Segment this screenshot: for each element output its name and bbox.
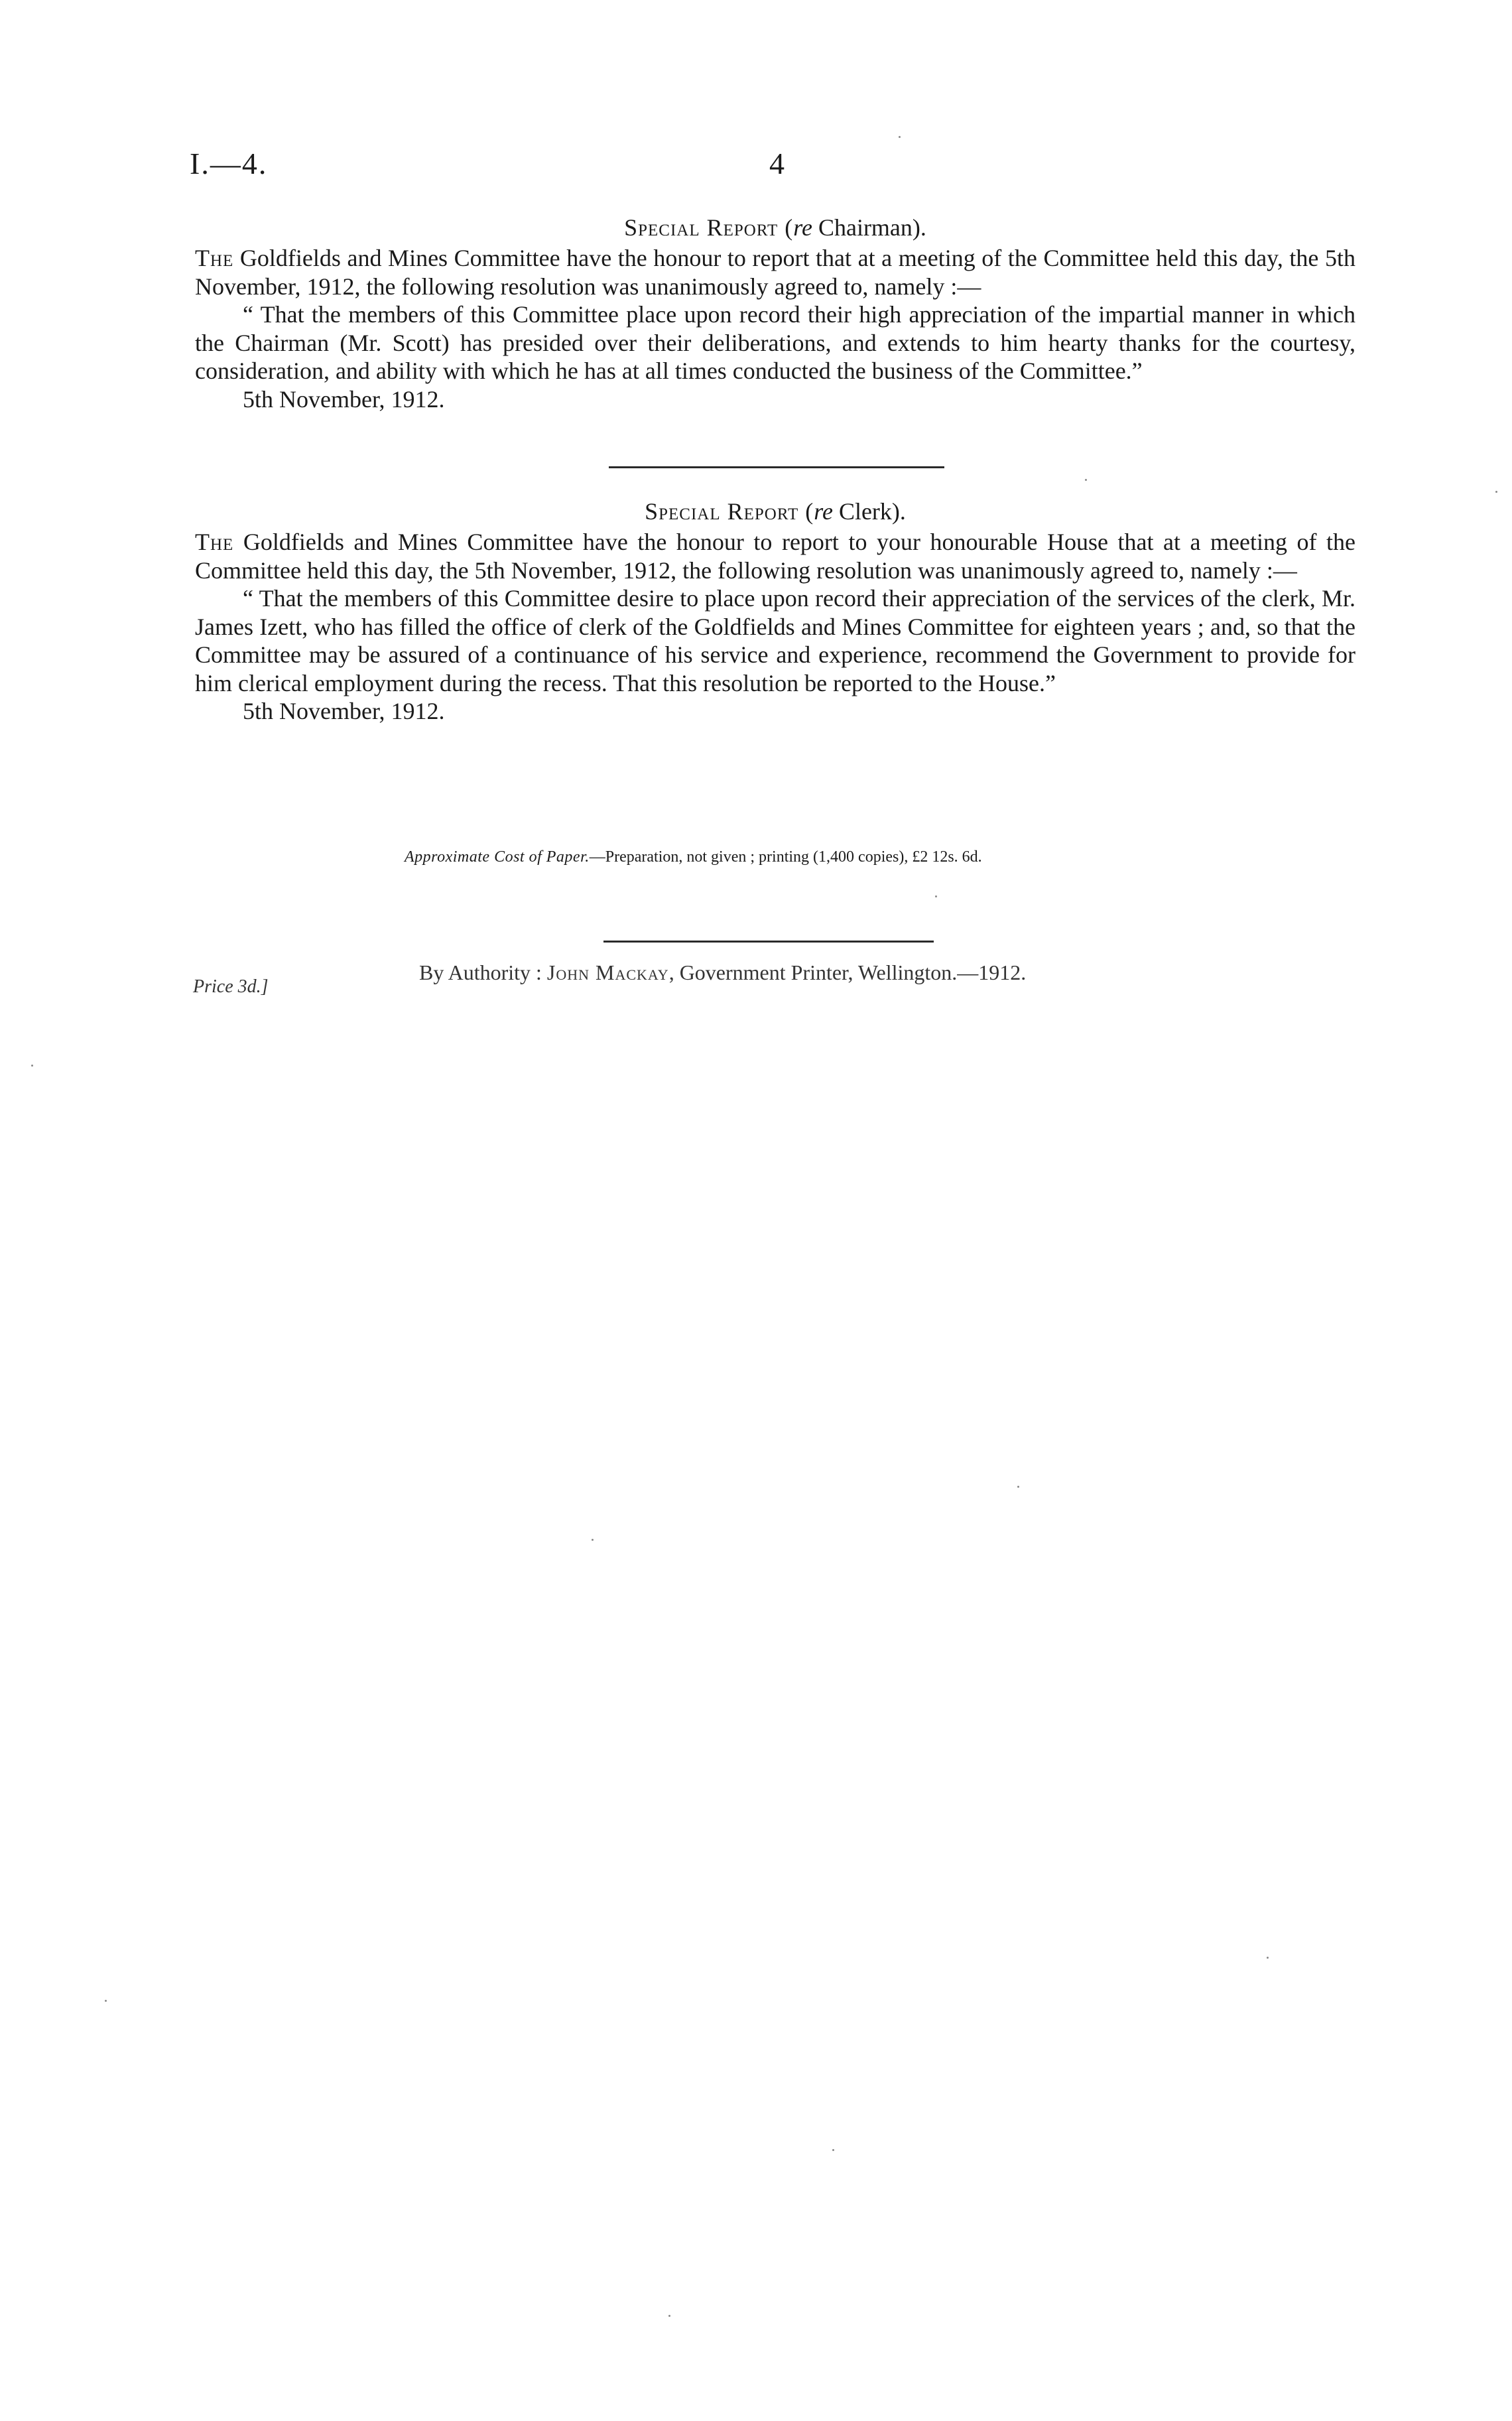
cost-note <box>405 847 982 867</box>
cost-label: Approximate Cost of Paper. <box>405 848 590 866</box>
scan-speck <box>935 895 937 897</box>
scan-speck <box>668 2315 670 2317</box>
heading-italic: re <box>793 214 812 241</box>
report-opening-clerk <box>195 528 1355 584</box>
scan-speck <box>1017 1486 1019 1488</box>
lead-word: The <box>195 245 234 271</box>
page-ref: I.—4. <box>190 147 268 180</box>
authority-prefix: By Authority : <box>419 960 547 984</box>
heading-italic: re <box>814 498 833 525</box>
report-date-chairman: 5th November, 1912. <box>243 385 445 413</box>
scan-speck <box>899 136 901 138</box>
scan-speck <box>592 1539 594 1541</box>
price-note: Price 3d.] <box>193 976 269 997</box>
authority-suffix: , Government Printer, Wellington.—1912. <box>668 960 1027 984</box>
opening-text: Goldfields and Mines Committee have the honour to report that at a meeting of the Committee held this day, the 5th November, 1912, the following resolution was unanimously agreed to, namely :— <box>195 245 1355 300</box>
printer-authority <box>419 960 1026 985</box>
scan-speck <box>1085 479 1087 481</box>
heading-prefix: Special Report ( <box>624 214 794 241</box>
report-heading-clerk <box>195 497 1355 525</box>
scan-speck <box>1267 1957 1269 1959</box>
scan-speck <box>31 1065 33 1067</box>
heading-suffix: Clerk). <box>832 498 906 525</box>
heading-prefix: Special Report ( <box>645 498 814 525</box>
special-report-chairman <box>195 214 1355 413</box>
cost-text: —Preparation, not given ; printing (1,400 copies), £2 12s. 6d. <box>589 848 982 866</box>
lead-word: The <box>195 529 234 555</box>
scan-speck <box>1495 491 1497 493</box>
report-date-clerk: 5th November, 1912. <box>243 698 445 724</box>
printer-name: John Mackay <box>546 960 669 984</box>
heading-suffix: Chairman). <box>812 214 926 241</box>
opening-text: Goldfields and Mines Committee have the honour to report to your honourable House that at a meeting of the Committee held this day, the 5th November, 1912, the following resolution was unanimously agreed to, namely :— <box>195 529 1355 584</box>
resolution-clerk: “ That the members of this Committee desire to place upon record their appreciation of the services of the clerk, Mr. James Izett, who has filled the office of clerk of the Goldfields and Mines Committee for eighteen years ; and, so that the Committee may be assured of a continuance of his service and experience, recommend the Government to provide for him clerical employment during the recess. That this resolution be reported to the House.” <box>195 585 1355 696</box>
report-heading-chairman <box>195 214 1355 241</box>
special-report-clerk <box>195 497 1355 726</box>
page-number: 4 <box>769 147 785 180</box>
footer-divider <box>603 941 934 943</box>
resolution-chairman: “ That the members of this Committee place upon record their high appreciation of the impartial manner in which the Chairman (Mr. Scott) has presided over their deliberations, and extends to him hearty thanks for the courtesy, consideration, and ability with which he has at all times conducted the business of the Committee.” <box>195 301 1355 384</box>
section-divider <box>609 466 944 468</box>
scan-speck <box>832 2149 834 2151</box>
scan-speck <box>105 2000 107 2002</box>
report-opening-chairman <box>195 244 1355 300</box>
